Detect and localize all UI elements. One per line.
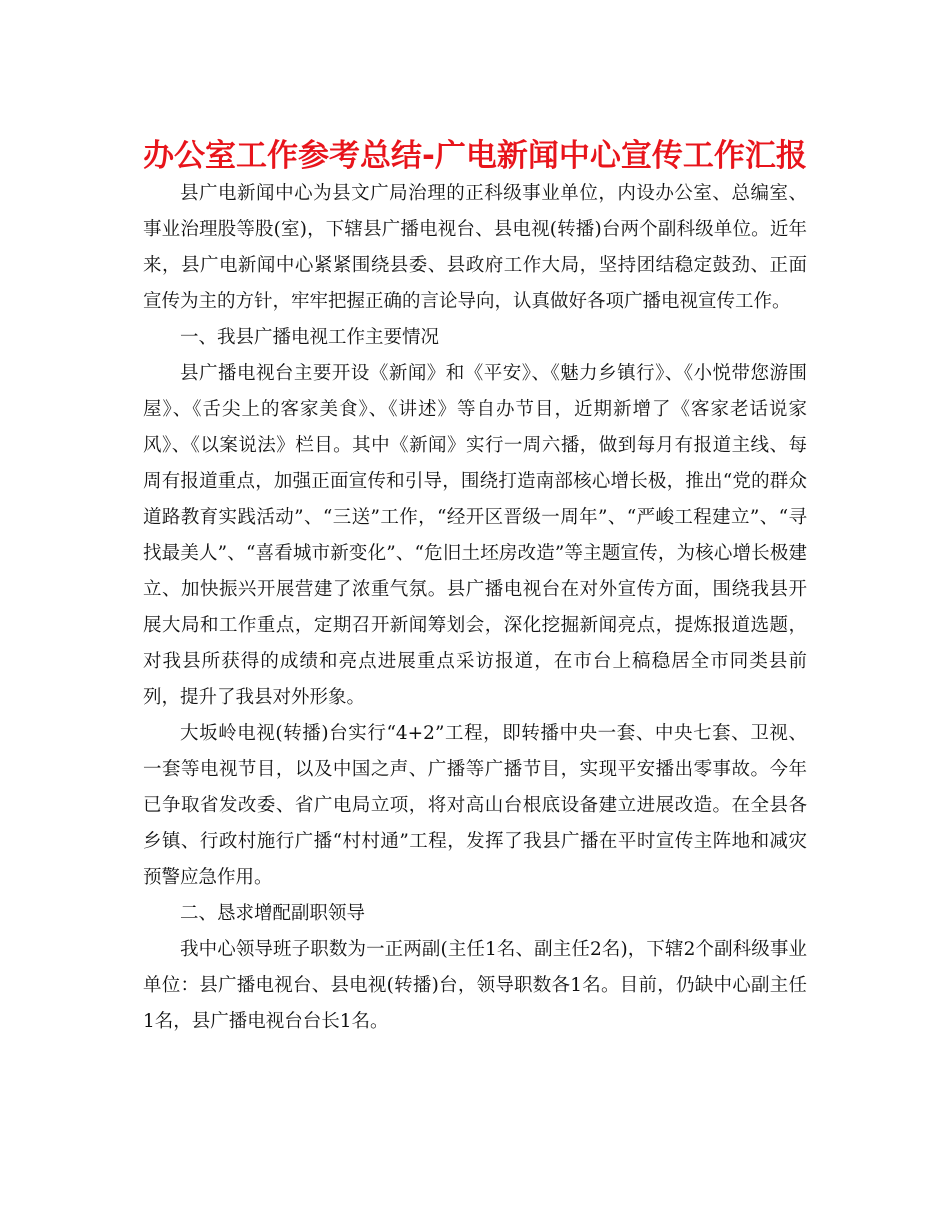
paragraph-relay-station: 大坂岭电视(转播)台实行“4+2”工程，即转播中央一套、中央七套、卫视、一套等电视节目，以及中国之声、广播等广播节目，实现平安播出零事故。今年已争取省发改委、省广电局立项，将对高山台根底设备建立进展改造。在全县各乡镇、行政村施行广播“村村通”工程，发挥了我县广播在平时宣传主阵地和减灾预警应急作用。 (143, 723, 807, 888)
section-heading-2: 二、恳求增配副职领导 (180, 903, 366, 924)
document-title: 办公室工作参考总结-广电新闻中心宣传工作汇报 (143, 138, 807, 174)
paragraph-leadership: 我中心领导班子职数为一正两副(主任1名、副主任2名)，下辖2个副科级事业单位：县广播电视台、县电视(转播)台，领导职数各1名。目前，仍缺中心副主任1名，县广播电视台台长1名。 (143, 939, 807, 1032)
section-heading-1: 一、我县广播电视工作主要情况 (180, 327, 440, 348)
document-body (143, 176, 807, 1040)
paragraph-intro: 县广电新闻中心为县文广局治理的正科级事业单位，内设办公室、总编室、事业治理股等股(室)，下辖县广播电视台、县电视(转播)台两个副科级单位。近年来，县广电新闻中心紧紧围绕县委、县政府工作大局，坚持团结稳定鼓劲、正面宣传为主的方针，牢牢把握正确的言论导向，认真做好各项广播电视宣传工作。 (143, 183, 807, 312)
paragraph-tv-station: 县广播电视台主要开设《新闻》和《平安》、《魅力乡镇行》、《小悦带您游围屋》、《舌尖上的客家美食》、《讲述》等自办节目，近期新增了《客家老话说家风》、《以案说法》栏目。其中《新闻》实行一周六播，做到每月有报道主线、每周有报道重点，加强正面宣传和引导，围绕打造南部核心增长极，推出“党的群众道路教育实践活动”、“三送”工作，“经开区晋级一周年”、“严峻工程建立”、“寻找最美人”、“喜看城市新变化”、“危旧土坯房改造”等主题宣传，为核心增长极建立、加快振兴开展营建了浓重气氛。县广播电视台在对外宣传方面，围绕我县开展大局和工作重点，定期召开新闻筹划会，深化挖掘新闻亮点，提炼报道选题，对我县所获得的成绩和亮点进展重点采访报道，在市台上稿稳居全市同类县前列，提升了我县对外形象。 (143, 363, 807, 708)
